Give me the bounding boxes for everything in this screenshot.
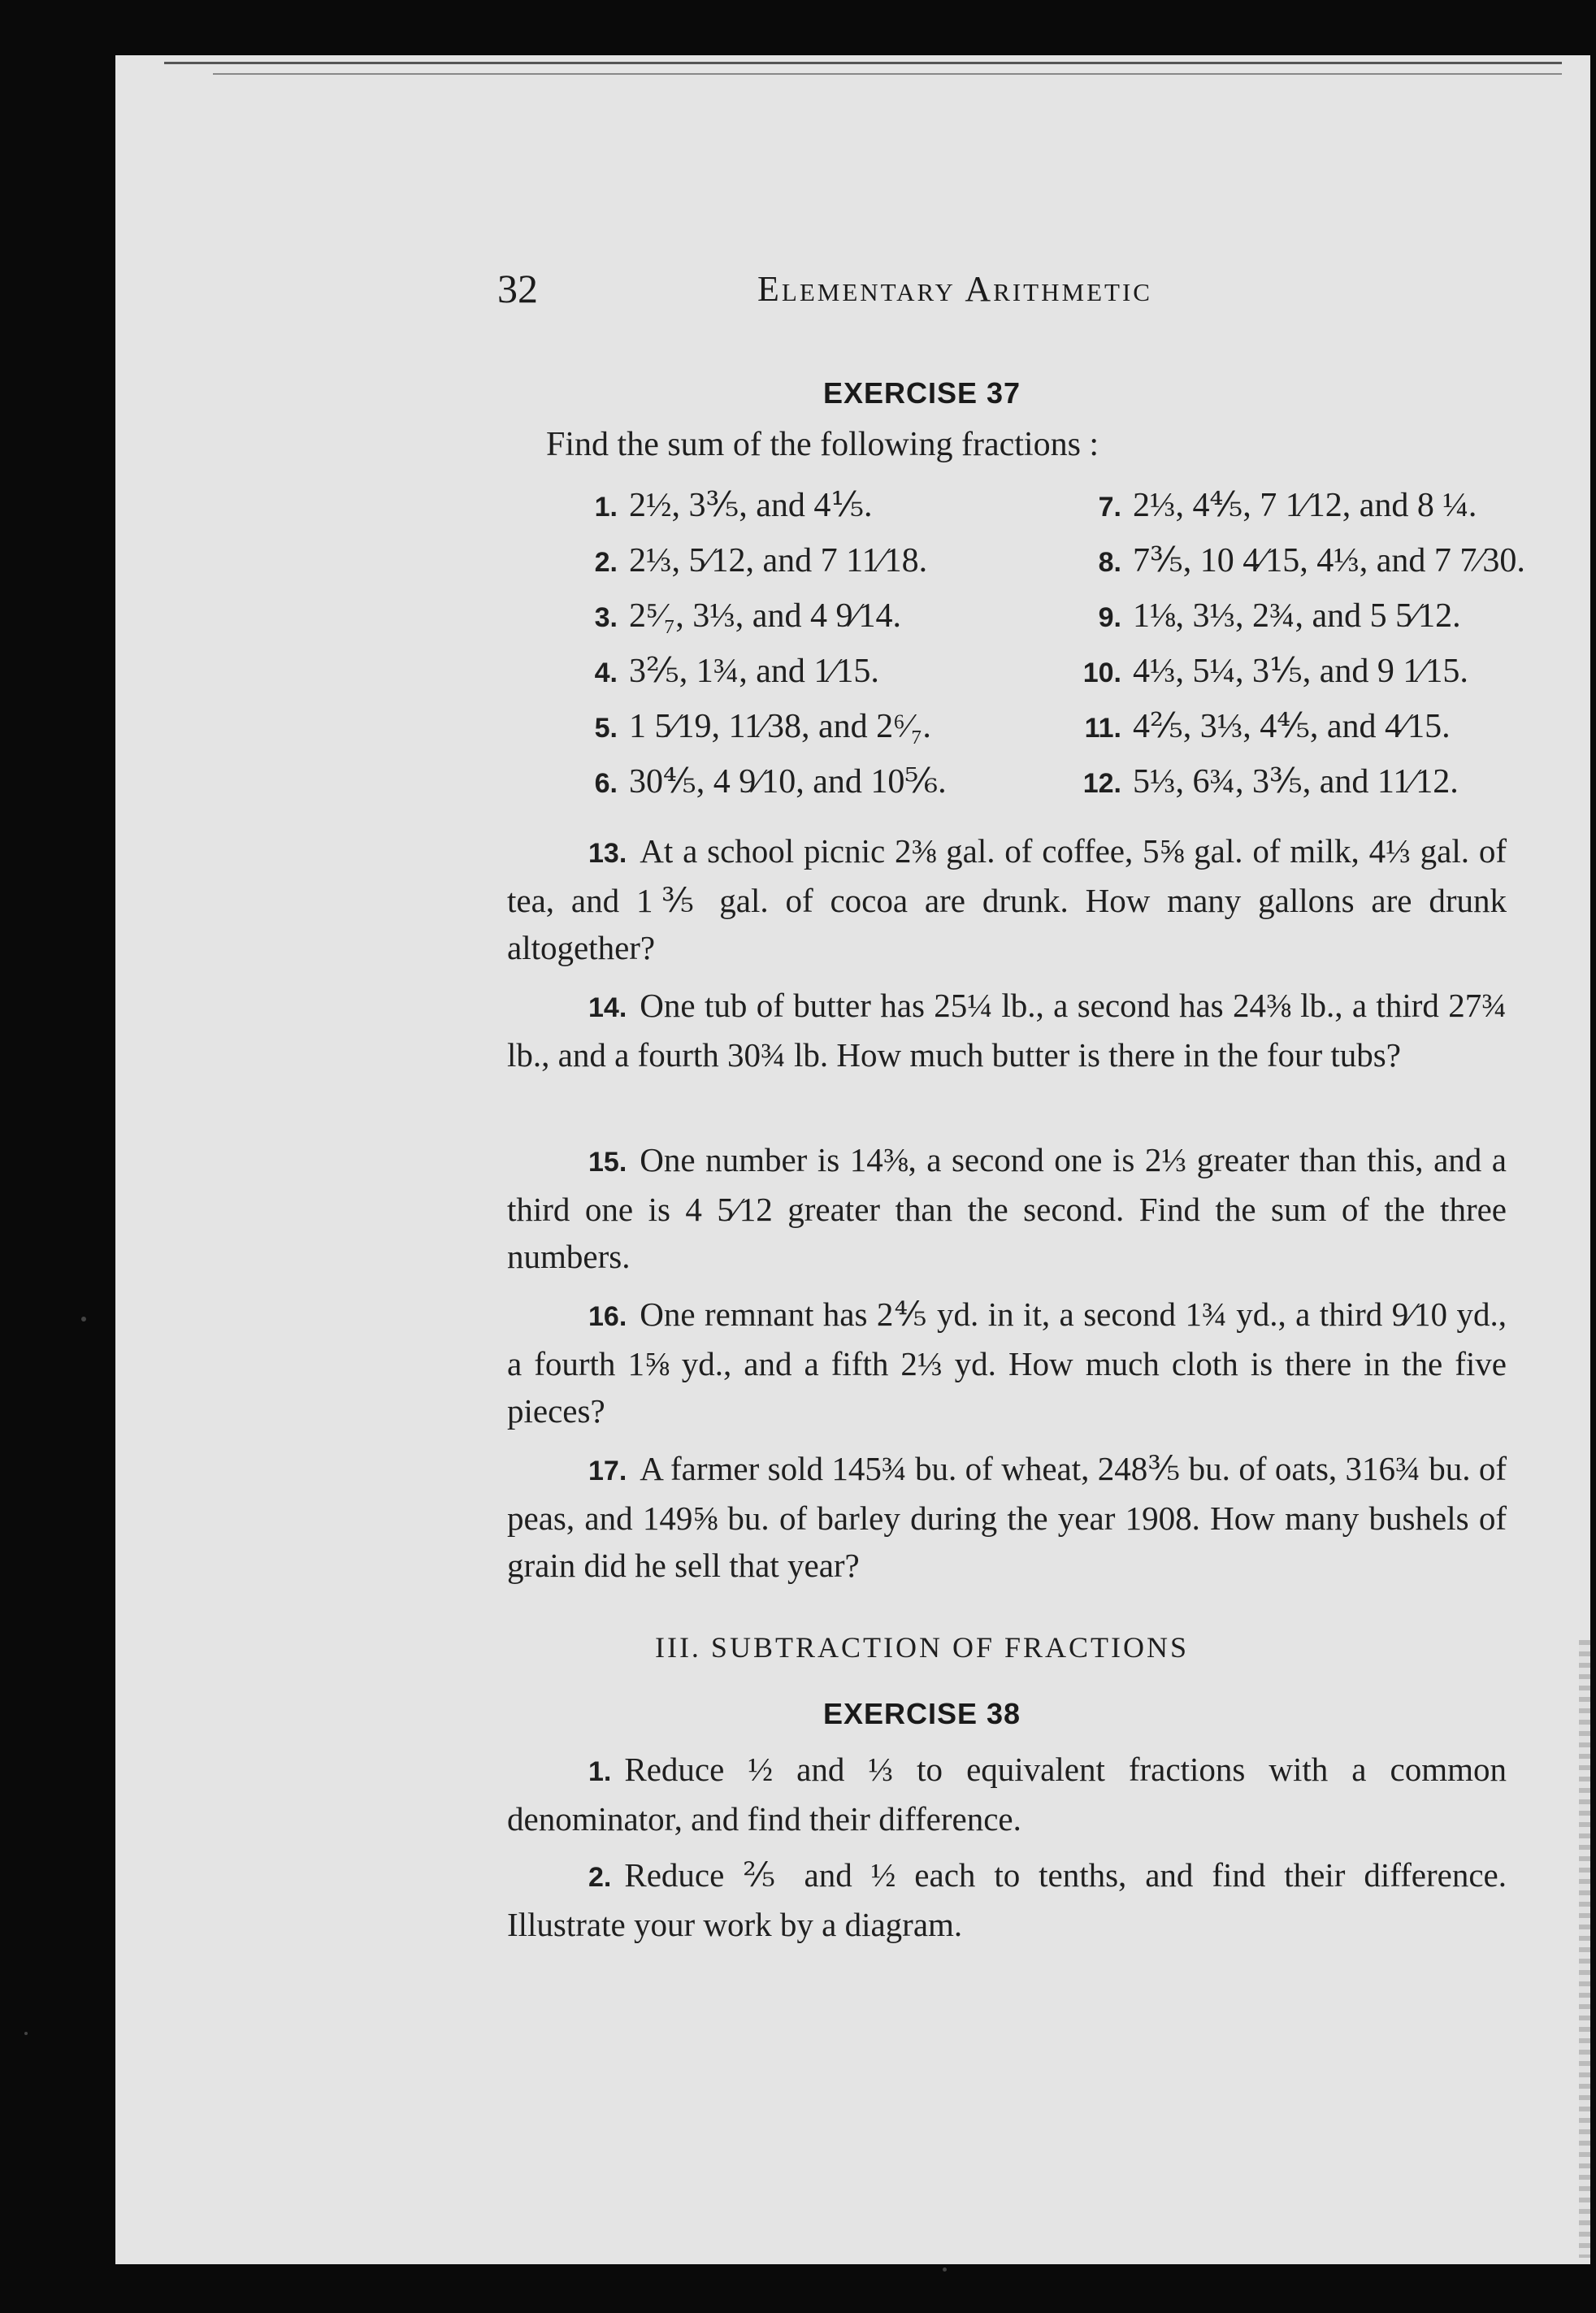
item-number: 1.: [594, 492, 618, 523]
problem-number: 2.: [588, 1862, 612, 1893]
word-problem-14: [507, 982, 1507, 1078]
item-text: 5⅓, 6¾, 3⅗, and 11⁄12.: [1133, 763, 1459, 801]
list-item: [1058, 754, 1525, 809]
exercise-37-instruction: Find the sum of the following fractions :: [546, 426, 1099, 463]
problem-number: 16.: [588, 1301, 627, 1332]
item-number: 3.: [594, 602, 618, 633]
item-number: 8.: [1098, 547, 1121, 578]
word-problem-15: [507, 1136, 1507, 1280]
list-item: [1058, 478, 1525, 533]
word-problem-17: [507, 1445, 1507, 1589]
problem-number: 15.: [588, 1147, 627, 1178]
problem-number: 1.: [588, 1756, 612, 1787]
item-number: 6.: [594, 768, 618, 799]
top-rule-secondary: [213, 73, 1562, 75]
item-number: 9.: [1098, 602, 1121, 633]
item-number: 11.: [1084, 713, 1121, 744]
item-text: 3⅖, 1¾, and 1⁄15.: [629, 653, 879, 690]
item-text: 1⅛, 3⅓, 2¾, and 5 5⁄12.: [1133, 597, 1461, 635]
item-number: 2.: [594, 547, 618, 578]
item-text: 7⅗, 10 4⁄15, 4⅓, and 7 7⁄30.: [1133, 542, 1525, 579]
list-item: [554, 644, 947, 699]
problem-text: One remnant has 2⅘ yd. in it, a second 1¾ yd., a third 9⁄10 yd., a fourth 1⅝ yd., and a fifth 2⅓ yd. How much cloth is there in the five pieces?: [507, 1295, 1507, 1430]
list-item: [1058, 533, 1525, 588]
problem-number: 13.: [588, 838, 627, 869]
scan-speck: [943, 2267, 947, 2272]
running-title: Elementary Arithmetic: [757, 269, 1152, 309]
item-text: 4⅖, 3⅓, 4⅘, and 4⁄15.: [1133, 708, 1451, 745]
list-item: [554, 478, 947, 533]
exercise-38-problem-2: [507, 1851, 1507, 1948]
exercise-38-problem-1: [507, 1746, 1507, 1842]
item-text: 2⅓, 4⅘, 7 1⁄12, and 8 ¼.: [1133, 487, 1477, 524]
page-edge-shadow: [1579, 1640, 1590, 2258]
item-number: 12.: [1082, 768, 1121, 799]
word-problem-13: [507, 827, 1507, 971]
problem-text: A farmer sold 145¾ bu. of wheat, 248⅗ bu. of oats, 316¾ bu. of peas, and 149⅝ bu. of barley during the year 1908. How many bushels of grain did he sell that year?: [507, 1450, 1507, 1584]
scan-speck: [81, 1317, 86, 1321]
list-item: [1058, 644, 1525, 699]
list-item: [1058, 699, 1525, 754]
page-number: 32: [497, 266, 538, 311]
exercise-list-right: [1058, 478, 1525, 809]
list-item: [554, 588, 947, 644]
item-text: 30⅘, 4 9⁄10, and 10⅚.: [629, 763, 947, 801]
list-item: [1058, 588, 1525, 644]
scan-speck: [24, 2032, 28, 2035]
item-number: 10.: [1082, 657, 1121, 688]
problem-text: Reduce ⅖ and ½ each to tenths, and find their difference. Illustrate your work by a diagram.: [507, 1856, 1507, 1943]
problem-text: At a school picnic 2⅜ gal. of coffee, 5⅝ gal. of milk, 4⅓ gal. of tea, and 1⅗ gal. of cocoa are drunk. How many gallons are drunk altogether?: [507, 832, 1507, 966]
list-item: [554, 754, 947, 809]
exercise-list-left: [554, 478, 947, 809]
list-item: [554, 699, 947, 754]
exercise-37-title: EXERCISE 37: [822, 376, 1021, 410]
page-header: [115, 265, 1590, 330]
item-number: 4.: [594, 657, 618, 688]
item-number: 5.: [594, 713, 618, 744]
item-text: 2⅓, 5⁄12, and 7 11⁄18.: [629, 542, 928, 579]
item-text: 4⅓, 5¼, 3⅕, and 9 1⁄15.: [1133, 653, 1468, 690]
item-text: 2⁵⁄₇, 3⅓, and 4 9⁄14.: [629, 597, 901, 635]
item-text: 1 5⁄19, 11⁄38, and 2⁶⁄₇.: [629, 708, 931, 745]
list-item: [554, 533, 947, 588]
item-number: 7.: [1098, 492, 1121, 523]
word-problem-16: [507, 1291, 1507, 1434]
top-rule: [164, 62, 1562, 64]
problem-number: 17.: [588, 1456, 627, 1486]
book-page: [115, 55, 1590, 2264]
problem-text: One number is 14⅜, a second one is 2⅓ greater than this, and a third one is 4 5⁄12 greater than the second. Find the sum of the three numbers.: [507, 1141, 1507, 1275]
problem-text: One tub of butter has 25¼ lb., a second has 24⅜ lb., a third 27¾ lb., and a fourth 30¾ lb. How much butter is there in the four tubs?: [507, 987, 1507, 1074]
section-heading: III. SUBTRACTION OF FRACTIONS: [654, 1631, 1190, 1664]
problem-text: Reduce ½ and ⅓ to equivalent fractions with a common denominator, and find their difference.: [507, 1751, 1507, 1838]
item-text: 2½, 3⅗, and 4⅕.: [629, 487, 873, 524]
exercise-38-title: EXERCISE 38: [822, 1697, 1021, 1730]
problem-number: 14.: [588, 992, 627, 1023]
